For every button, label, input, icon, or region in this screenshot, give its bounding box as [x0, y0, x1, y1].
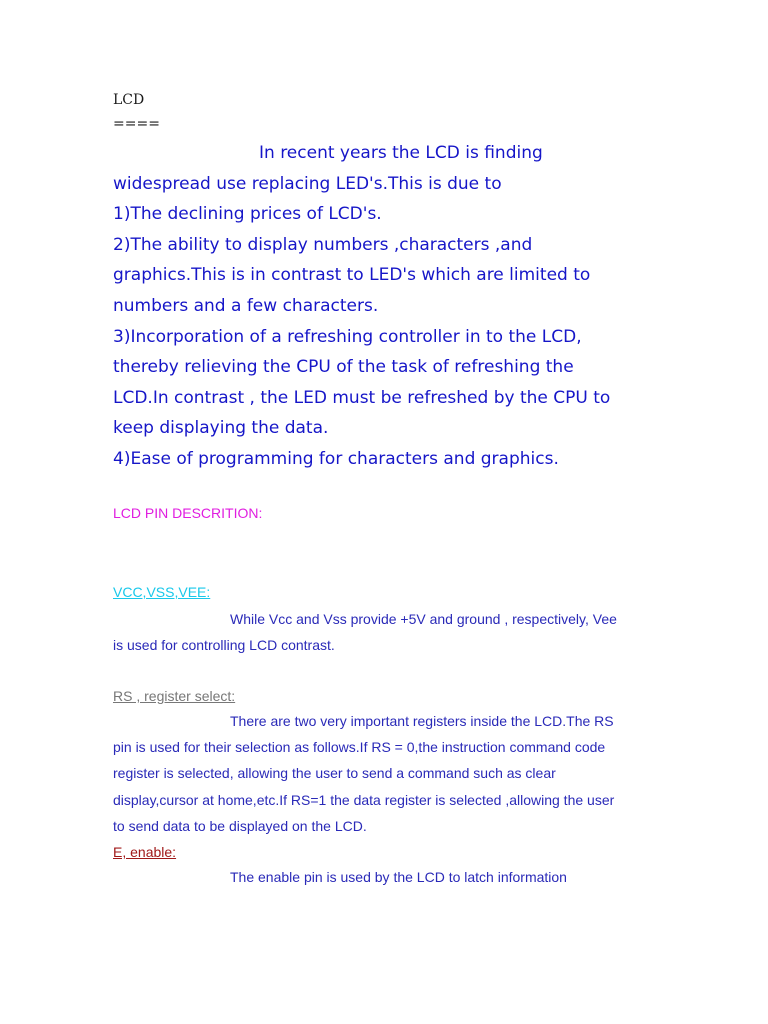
intro-line: LCD.In contrast , the LED must be refreshed by the CPU to [113, 387, 611, 408]
intro-line: widespread use replacing LED's.This is due to [113, 173, 502, 194]
intro-line: 1)The declining prices of LCD's. [113, 204, 382, 225]
pin-text-line: The enable pin is used by the LCD to latch information [230, 869, 567, 885]
pin-name-vcc: VCC,VSS,VEE: [113, 584, 211, 600]
intro-line: keep displaying the data. [113, 418, 329, 439]
pin-description-vcc [113, 582, 673, 658]
intro-line: 3)Incorporation of a refreshing controller in to the LCD, [113, 326, 582, 347]
pin-text-line: is used for controlling LCD contrast. [113, 637, 335, 654]
pin-name-rs: RS , register select: [113, 688, 236, 704]
pin-text-rs [113, 708, 673, 839]
intro-paragraph [113, 138, 733, 475]
pin-text-line: register is selected, allowing the user to send a command such as clear [113, 765, 556, 782]
title-underline: ==== [113, 116, 160, 132]
pin-section-heading: LCD PIN DESCRITION: [113, 505, 263, 521]
pin-text-line: pin is used for their selection as follows.If RS = 0,the instruction command code [113, 739, 606, 756]
intro-line: In recent years the LCD is finding [259, 143, 543, 163]
pin-text-line: While Vcc and Vss provide +5V and ground , respectively, Vee [230, 611, 617, 627]
pin-text-vcc [113, 606, 673, 658]
pin-name-enable: E, enable: [113, 844, 177, 860]
intro-line: numbers and a few characters. [113, 295, 379, 316]
intro-line: thereby relieving the CPU of the task of refreshing the [113, 357, 574, 378]
pin-text-line: There are two very important registers inside the LCD.The RS [230, 713, 614, 729]
pin-text-line: to send data to be displayed on the LCD. [113, 817, 367, 834]
pin-description-enable [113, 842, 673, 890]
intro-line: 2)The ability to display numbers ,characters ,and [113, 234, 533, 255]
pin-description-rs [113, 686, 673, 839]
pin-text-enable [113, 864, 673, 890]
intro-line: 4)Ease of programming for characters and graphics. [113, 448, 559, 469]
pin-text-line: display,cursor at home,etc.If RS=1 the data register is selected ,allowing the user [113, 791, 615, 808]
document-title: LCD [113, 92, 145, 108]
intro-line: graphics.This is in contrast to LED's which are limited to [113, 265, 591, 286]
